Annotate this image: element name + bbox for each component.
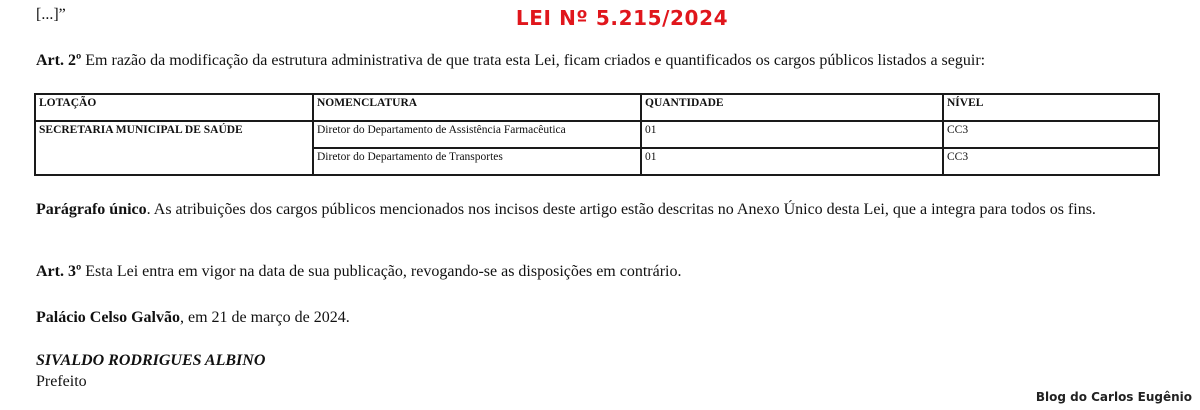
cell-quantidade: 01 xyxy=(641,148,943,175)
article-3-text: Esta Lei entra em vigor na data de sua publicação, revogando-se as disposições em contrário. xyxy=(81,263,682,280)
law-title: LEI Nº 5.215/2024 xyxy=(515,6,729,30)
cell-nivel: CC3 xyxy=(943,121,1159,148)
column-header-lotacao: LOTAÇÃO xyxy=(35,94,313,121)
article-2-paragraph xyxy=(36,50,1158,72)
cell-lotacao: SECRETARIA MUNICIPAL DE SAÚDE xyxy=(35,121,313,175)
article-2-text: Em razão da modificação da estrutura administrativa de que trata esta Lei, ficam criados e quantificados os cargos públicos listados a seguir: xyxy=(81,52,986,69)
signatory-name: SIVALDO RODRIGUES ALBINO xyxy=(36,352,266,369)
cell-nomenclatura: Diretor do Departamento de Transportes xyxy=(313,148,641,175)
sole-paragraph xyxy=(36,199,1158,221)
positions-table xyxy=(34,93,1160,176)
signing-date-text: , em 21 de março de 2024. xyxy=(179,309,350,326)
signing-place-label: Palácio Celso Galvão xyxy=(36,309,180,326)
ellipsis-marker: [...]” xyxy=(36,6,66,23)
cell-nivel: CC3 xyxy=(943,148,1159,175)
signatory-role: Prefeito xyxy=(36,373,87,390)
article-3-paragraph xyxy=(36,261,1158,283)
table-header-row xyxy=(35,94,1159,121)
column-header-nomenclatura: NOMENCLATURA xyxy=(313,94,641,121)
table-row xyxy=(35,121,1159,148)
sole-paragraph-text: . As atribuições dos cargos públicos mencionados nos incisos deste artigo estão descritas no Anexo Único desta Lei, que a integra para todos os fins. xyxy=(146,201,1096,218)
column-header-nivel: NÍVEL xyxy=(943,94,1159,121)
column-header-quantidade: QUANTIDADE xyxy=(641,94,943,121)
signing-place-paragraph xyxy=(36,307,1158,329)
article-2-label: Art. 2º xyxy=(36,52,82,69)
cell-quantidade: 01 xyxy=(641,121,943,148)
article-3-label: Art. 3º xyxy=(36,263,82,280)
sole-paragraph-label: Parágrafo único xyxy=(36,201,147,218)
cell-nomenclatura: Diretor do Departamento de Assistência Farmacêutica xyxy=(313,121,641,148)
source-credit: Blog do Carlos Eugênio xyxy=(1035,390,1192,404)
